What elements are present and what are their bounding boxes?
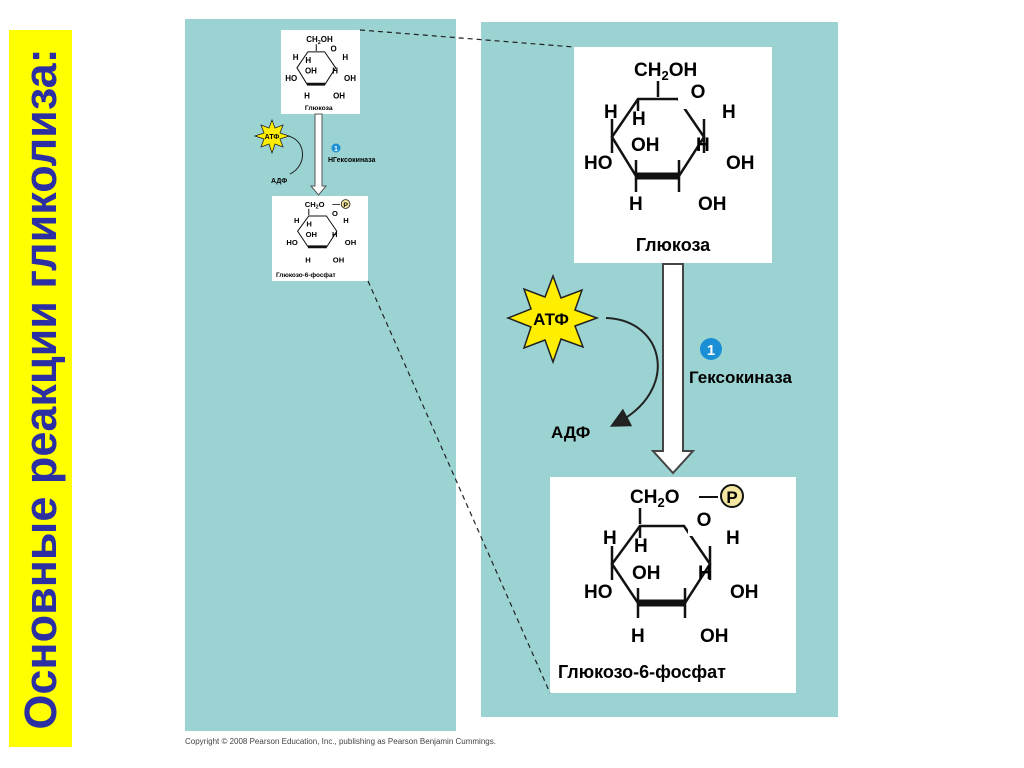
overview-atp-label: АТФ (264, 134, 280, 141)
svg-text:H: H (304, 91, 310, 101)
svg-text:OH: OH (344, 74, 356, 84)
slide-title: Основные реакции гликолиза: (14, 47, 66, 730)
svg-text:OH: OH (304, 66, 317, 76)
overview-step-number: 1 (334, 146, 338, 153)
svg-text:H: H (294, 216, 300, 226)
copyright-notice: Copyright © 2008 Pearson Education, Inc., publishing as Pearson Benjamin Cummings. (185, 737, 496, 746)
sub-h: H (632, 109, 646, 130)
sub-oh: OH (726, 153, 755, 174)
sub-h: H (603, 528, 617, 549)
step-number: 1 (706, 342, 716, 359)
sub-h: H (698, 563, 712, 584)
svg-text:P: P (343, 201, 348, 209)
svg-text:H: H (306, 219, 312, 229)
overview-adp-label: АДФ (271, 178, 288, 185)
svg-text:OH: OH (344, 237, 357, 247)
sub-oh: OH (698, 194, 727, 215)
svg-text:HO: HO (286, 237, 298, 247)
ring-oxygen: O (696, 510, 712, 531)
overview-enzyme-label: HГексокиназа (328, 157, 376, 164)
sub-h: H (604, 102, 618, 123)
overview-glucose-label: Глюкоза (304, 104, 333, 112)
overview-g6p-structure (276, 200, 356, 279)
enzyme-label: Гексокиназа (689, 368, 792, 387)
zoom-connector-top (360, 30, 574, 47)
sub-h: H (634, 536, 648, 557)
sub-h: H (696, 135, 710, 156)
g6p-label: Глюкозо-6-фосфат (558, 662, 726, 682)
reaction-arrow-large (653, 264, 693, 473)
phosphate-label: P (726, 488, 738, 507)
svg-text:O: O (332, 209, 338, 218)
overview-glucose-structure (285, 35, 356, 112)
sub-oh: OH (700, 626, 729, 647)
svg-text:H: H (332, 230, 338, 240)
overview-g6p-label: Глюкозо-6-фосфат (276, 271, 336, 279)
g6p-ch2o-label: $CH_2O$ (630, 487, 680, 510)
atp-to-adp-arrow (606, 318, 658, 423)
svg-text:OH: OH (305, 230, 317, 240)
svg-text:OH: OH (333, 91, 346, 101)
svg-text:O: O (330, 44, 337, 54)
sub-h: H (629, 194, 643, 215)
svg-text:H: H (305, 255, 311, 265)
svg-text:OH: OH (332, 255, 345, 265)
zoom-connector-bottom (368, 281, 550, 693)
sub-h: H (726, 528, 740, 549)
sub-oh: OH (632, 563, 661, 584)
svg-text:H: H (292, 52, 299, 62)
adp-label: АДФ (551, 423, 591, 442)
overview-atp-arrow (288, 136, 303, 174)
svg-text:H: H (343, 216, 349, 226)
svg-text:H: H (305, 55, 312, 65)
reaction-arrow-small (311, 114, 326, 195)
sub-oh: OH (631, 135, 660, 156)
g6p-structure (558, 485, 759, 682)
glucose-ch2-label: $CH_2OH$ (634, 60, 698, 83)
sub-oh: OH (730, 582, 759, 603)
svg-text:H: H (342, 52, 349, 62)
svg-text:CH2OH: $CH_2OH$ (306, 35, 333, 46)
sub-ho: HO (584, 153, 613, 174)
svg-text:H: H (332, 66, 339, 76)
svg-text:HO: HO (285, 74, 298, 84)
ring-oxygen: O (690, 82, 706, 103)
sub-h: H (722, 102, 736, 123)
sub-ho: HO (584, 582, 613, 603)
glucose-label: Глюкоза (635, 235, 711, 255)
atp-label: АТФ (533, 310, 569, 329)
svg-text:CH2O: $CH_2O$ (304, 199, 325, 211)
glucose-structure (584, 60, 755, 255)
sub-h: H (631, 626, 645, 647)
